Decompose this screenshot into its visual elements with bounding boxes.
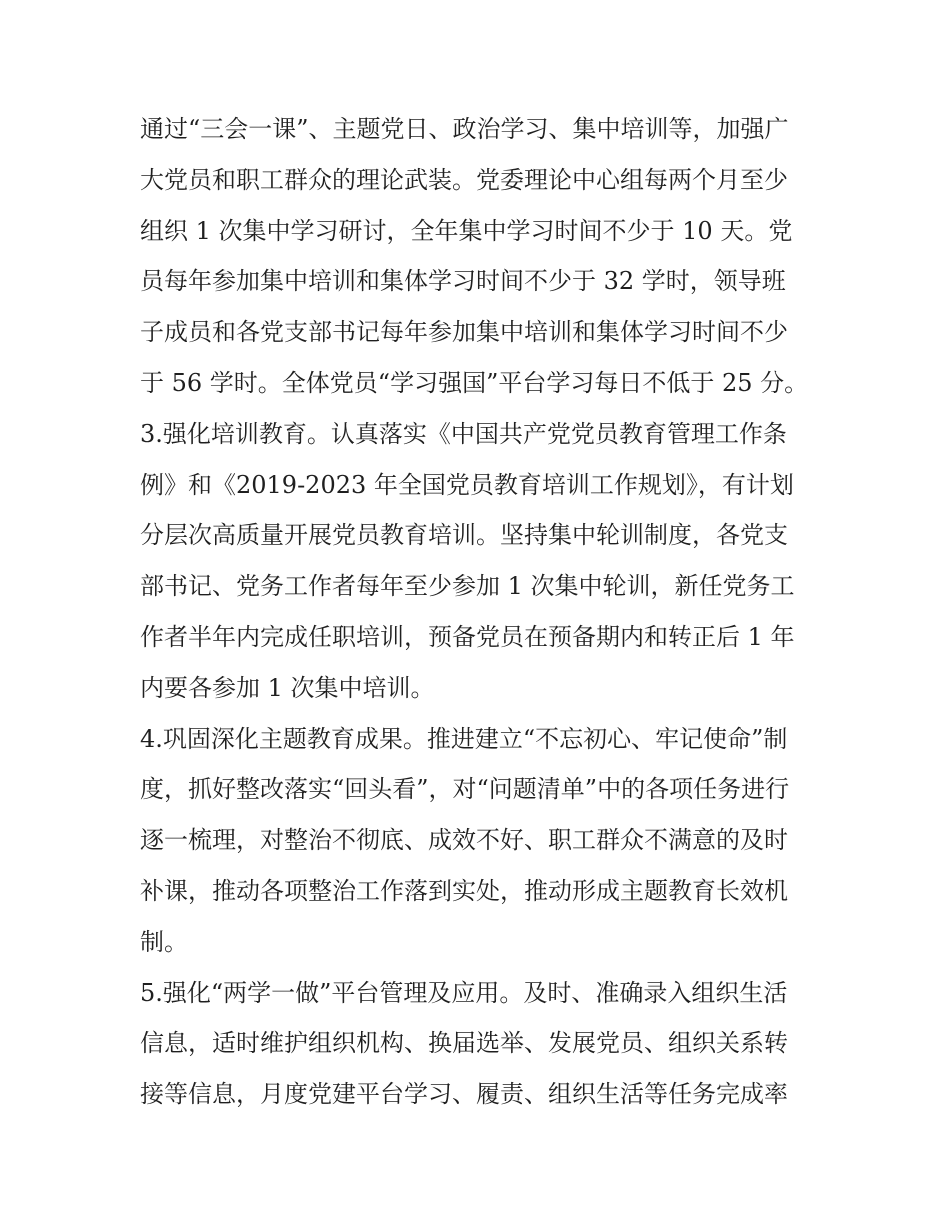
text-line: 作者半年内完成任职培训，预备党员在预备期内和转正后 1 年	[140, 622, 795, 651]
text-line: 部书记、党务工作者每年至少参加 1 次集中轮训，新任党务工	[140, 572, 795, 601]
text-line: 大党员和职工群众的理论武装。党委理论中心组每两个月至少	[140, 165, 788, 194]
text-line: 接等信息，月度党建平台学习、履责、组织生活等任务完成率	[140, 1080, 788, 1109]
text-line: 信息，适时维护组织机构、换届选举、发展党员、组织关系转	[140, 1029, 788, 1058]
text-line: 度，抓好整改落实“回头看”，对“问题清单”中的各项任务进行	[140, 775, 790, 804]
text-line: 补课，推动各项整治工作落到实处，推动形成主题教育长效机	[140, 876, 788, 905]
document-body	[140, 104, 820, 1120]
text-line: 子成员和各党支部书记每年参加集中培训和集体学习时间不少	[140, 318, 788, 347]
text-line: 逐一梳理，对整治不彻底、成效不好、职工群众不满意的及时	[140, 826, 788, 855]
section-3-heading-line: 3.强化培训教育。认真落实《中国共产党党员教育管理工作条	[140, 419, 787, 448]
text-line: 分层次高质量开展党员教育培训。坚持集中轮训制度，各党支	[140, 521, 788, 550]
text-line: 于 56 学时。全体党员“学习强国”平台学习每日不低于 25 分。	[140, 368, 809, 397]
text-line: 内要各参加 1 次集中培训。	[140, 673, 435, 702]
text-line: 例》和《2019-2023 年全国党员教育培训工作规划》，有计划	[140, 470, 794, 499]
text-line: 组织 1 次集中学习研讨，全年集中学习时间不少于 10 天。党	[140, 216, 793, 245]
section-4-heading-line: 4.巩固深化主题教育成果。推进建立“不忘初心、牢记使命”制	[140, 724, 788, 753]
text-line: 制。	[140, 927, 188, 956]
section-5-heading-line: 5.强化“两学一做”平台管理及应用。及时、准确录入组织生活	[140, 978, 788, 1007]
text-line: 通过“三会一课”、主题党日、政治学习、集中培训等，加强广	[140, 115, 789, 143]
text-line: 员每年参加集中培训和集体学习时间不少于 32 学时，领导班	[140, 267, 786, 296]
